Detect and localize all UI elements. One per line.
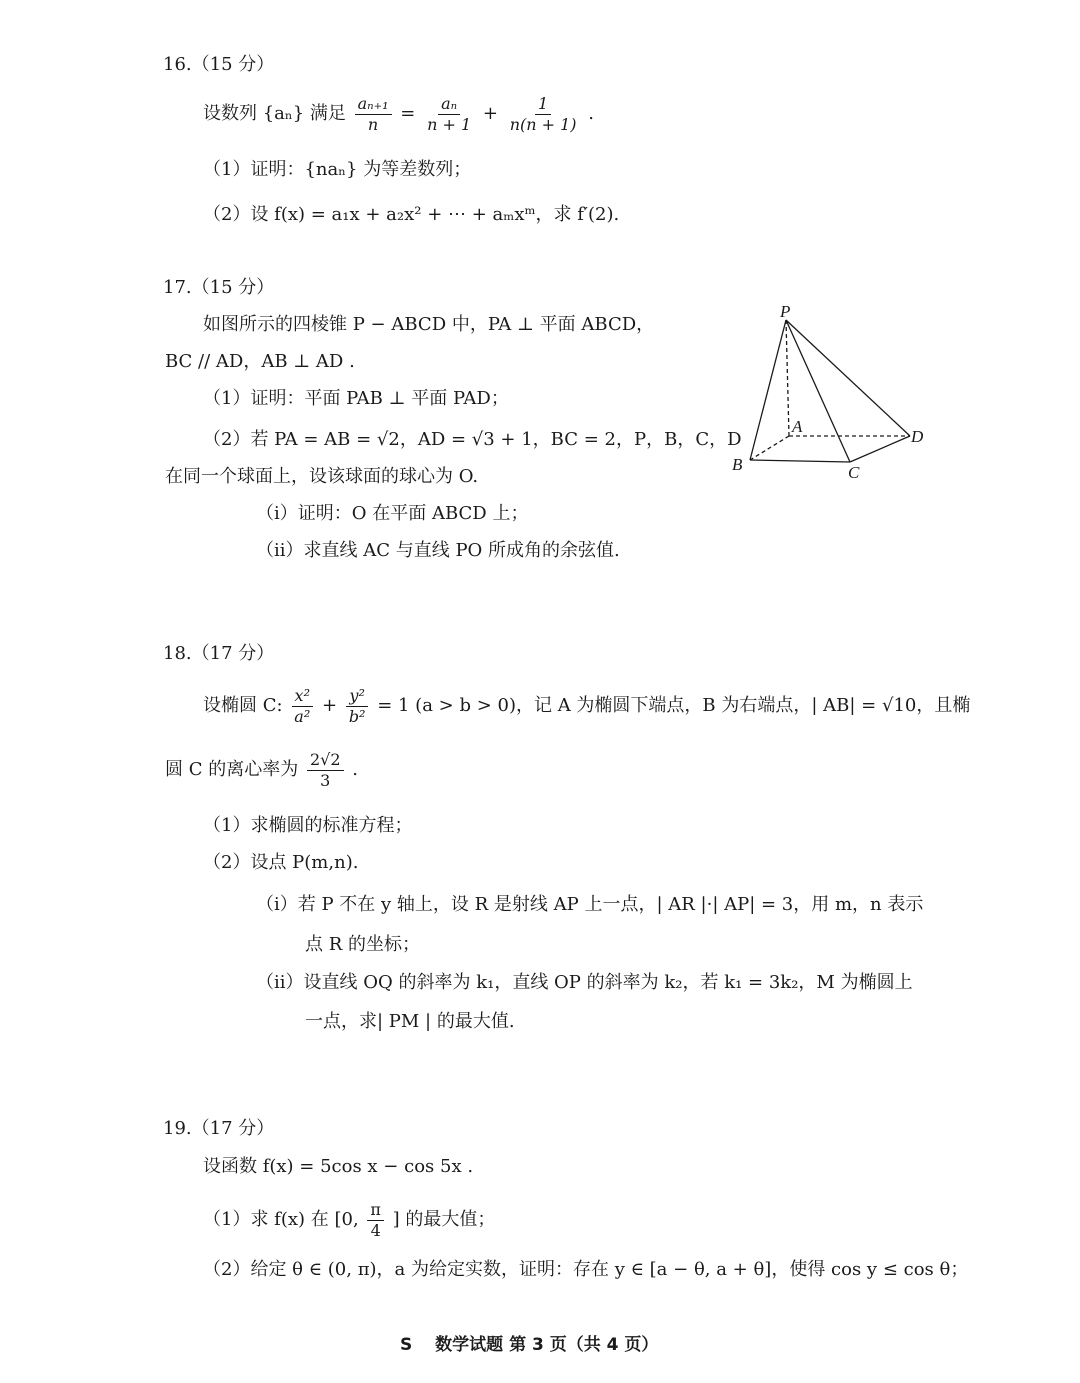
numerator: x²	[292, 686, 313, 707]
period: .	[352, 759, 358, 780]
page-footer: S 数学试题 第 3 页（共 4 页）	[400, 1335, 659, 1355]
label-b: B	[732, 455, 743, 474]
q18-text: 圆 C 的离心率为	[165, 759, 299, 780]
denominator: n(n + 1)	[509, 114, 577, 134]
edge-pb	[750, 320, 786, 460]
edge-pc	[786, 320, 850, 462]
q16-stem-text: 设数列 {aₙ} 满足	[203, 103, 346, 124]
q18-header: 18.（17 分）	[163, 643, 275, 664]
denominator: n + 1	[427, 114, 472, 134]
q16-part2: （2）设 f(x) = a₁x + a₂x² + ⋯ + aₘxᵐ，求 f′(2).	[203, 204, 620, 225]
numerator: aₙ	[438, 94, 460, 115]
q17-part1: （1）证明：平面 PAB ⊥ 平面 PAD；	[203, 388, 509, 409]
equals: =	[400, 103, 416, 124]
q18-part2: （2）设点 P(m,n).	[203, 852, 359, 873]
q18-text: = 1 (a > b > 0)，记 A 为椭圆下端点，B 为右端点，| AB| = √10，且椭	[377, 695, 971, 716]
q19-text: ] 的最大值；	[392, 1209, 496, 1230]
fraction	[355, 94, 392, 135]
denominator: b²	[348, 706, 366, 726]
q18-part1: （1）求椭圆的标准方程；	[203, 815, 413, 836]
fraction	[424, 94, 474, 135]
plus: +	[321, 695, 338, 716]
q18-part2-ii-cont: 一点，求| PM | 的最大值.	[305, 1011, 515, 1032]
q19-part2: （2）给定 θ ∈ (0, π)，a 为给定实数，证明：存在 y ∈ [a − θ, a + θ]，使得 cos y ≤ cos θ；	[203, 1259, 969, 1280]
denominator: 4	[370, 1220, 381, 1240]
q18-part2-i: （ⅰ）若 P 不在 y 轴上，设 R 是射线 AP 上一点，| AR |·| AP| = 3，用 m，n 表示	[256, 894, 924, 915]
edge-pa	[786, 320, 789, 436]
pyramid-figure	[720, 295, 940, 490]
numerator: 2√2	[307, 750, 344, 771]
q19-text: （1）求 f(x) 在 [0,	[203, 1209, 359, 1230]
label-a: A	[792, 417, 803, 436]
q17-part2-cont: 在同一个球面上，设该球面的球心为 O.	[165, 466, 479, 487]
q17-header: 17.（15 分）	[163, 277, 275, 298]
fraction	[507, 94, 580, 135]
q16-header: 16.（15 分）	[163, 54, 275, 75]
q17-line2: BC // AD，AB ⊥ AD .	[165, 351, 355, 372]
edge-cd	[850, 436, 910, 462]
fraction	[367, 1200, 384, 1241]
fraction	[346, 686, 369, 727]
label-c: C	[848, 463, 860, 482]
fraction	[291, 686, 313, 727]
fraction	[307, 750, 344, 791]
q19-line1: 设函数 f(x) = 5cos x − cos 5x .	[203, 1156, 474, 1177]
edge-pd	[786, 320, 910, 436]
numerator: 1	[535, 94, 551, 115]
q18-line2	[165, 748, 358, 792]
q17-line1: 如图所示的四棱锥 P − ABCD 中，PA ⊥ 平面 ABCD，	[203, 314, 655, 335]
edge-bc	[750, 460, 850, 462]
denominator: 3	[320, 770, 331, 790]
numerator: π	[367, 1200, 384, 1221]
q18-part2-i-cont: 点 R 的坐标；	[305, 934, 420, 955]
q17-part2-i: （ⅰ）证明：O 在平面 ABCD 上；	[256, 503, 529, 524]
label-d: D	[911, 427, 924, 446]
q18-text: 设椭圆 C:	[203, 695, 283, 716]
period: .	[588, 103, 595, 124]
denominator: a²	[294, 706, 311, 726]
plus: +	[482, 103, 498, 124]
q16-part1: （1）证明：{naₙ} 为等差数列；	[203, 159, 472, 180]
q18-part2-ii: （ⅱ）设直线 OQ 的斜率为 k₁，直线 OP 的斜率为 k₂，若 k₁ = 3k₂，M 为椭圆上	[256, 972, 913, 993]
numerator: aₙ₊₁	[355, 94, 392, 115]
numerator: y²	[346, 686, 367, 707]
label-p: P	[780, 302, 791, 321]
q17-part2: （2）若 PA = AB = √2，AD = √3 + 1，BC = 2，P，B，C，D	[203, 429, 742, 450]
q18-line1	[203, 684, 970, 728]
q16-stem	[203, 92, 594, 136]
q19-part1	[203, 1198, 495, 1242]
q19-header: 19.（17 分）	[163, 1118, 275, 1139]
q17-part2-ii: （ⅱ）求直线 AC 与直线 PO 所成角的余弦值.	[256, 540, 620, 561]
denominator: n	[367, 114, 379, 134]
